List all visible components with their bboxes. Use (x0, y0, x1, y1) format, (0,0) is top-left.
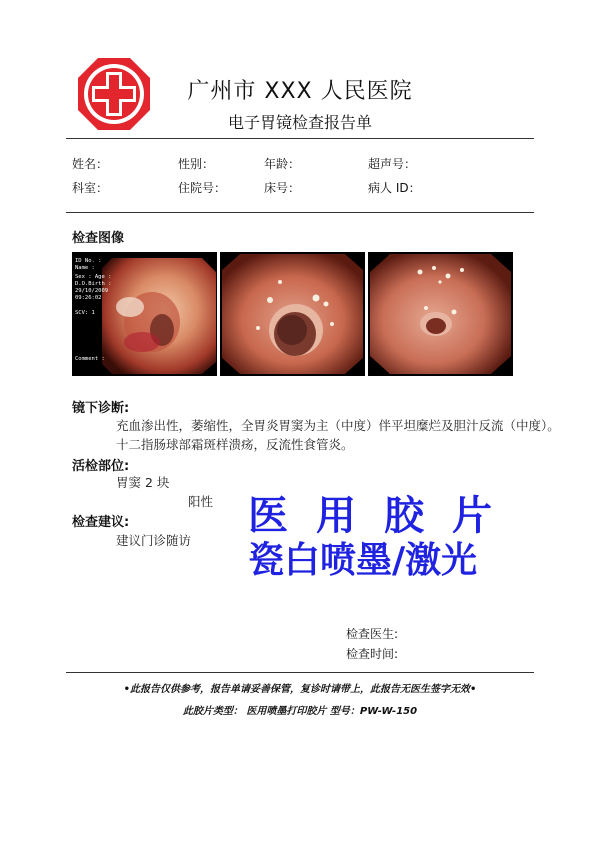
endoscopy-image-1 (72, 252, 217, 376)
diagnosis-line-2: 十二指肠球部霜斑样溃疡，反流性食管炎。 (116, 437, 354, 452)
footer-divider (66, 672, 534, 673)
image-overlay-line: 29/10/2009 (75, 288, 109, 294)
watermark-line-2: 瓷白喷墨/激光 (248, 540, 478, 581)
report-title: 电子胃镜检查报告单 (227, 113, 372, 132)
header-divider (66, 138, 534, 139)
film-type-note: 此胶片类型： 医用喷墨打印胶片 型号：PW-W-150 (182, 706, 418, 717)
image-overlay-line: ID No. : (75, 258, 102, 264)
gender-label: 性别： (178, 157, 215, 171)
patient-id-label: 病人 ID： (368, 181, 421, 195)
name-label: 姓名： (72, 157, 109, 171)
red-cross-logo (76, 56, 152, 132)
image-overlay-line: Comment : (75, 356, 105, 362)
info-divider (66, 212, 534, 213)
exam-time-label: 检查时间: (346, 647, 399, 661)
age-label: 年龄： (264, 157, 301, 171)
bed-no-label: 床号： (264, 181, 301, 195)
advice-text: 建议门诊随访 (116, 533, 192, 548)
image-overlay-line: Sex : Age : (75, 274, 112, 280)
doctor-label: 检查医生: (346, 627, 399, 641)
biopsy-site: 胃窦 2 块 (116, 475, 170, 490)
diagnosis-line-1: 充血渗出性，萎缩性，全胃炎胃窦为主（中度）伴平坦糜烂及胆汁反流（中度）。 (116, 418, 560, 433)
images-heading: 检查图像 (72, 231, 125, 246)
image-overlay-line: 09:26:02 (75, 295, 102, 301)
advice-heading: 检查建议: (72, 515, 130, 530)
footer-note: •此报告仅供参考，报告单请妥善保管，复诊时请带上，此报告无医生签字无效• (123, 684, 477, 695)
ultrasound-no-label: 超声号： (368, 157, 417, 171)
endoscopy-image-3 (368, 252, 513, 376)
hospital-name: 广州市 XXX 人民医院 (187, 79, 413, 104)
image-overlay-line: D.O.Birth : (75, 281, 112, 287)
biopsy-result: 阳性 (188, 494, 214, 509)
image-overlay-line: Name : (75, 265, 95, 271)
inpatient-no-label: 住院号： (178, 181, 227, 195)
department-label: 科室： (72, 181, 109, 195)
image-overlay-line: SCV: 1 (75, 310, 95, 316)
watermark-line-1: 医用胶片 (248, 493, 520, 539)
endoscopy-image-2 (220, 252, 365, 376)
biopsy-heading: 活检部位: (72, 459, 130, 474)
diagnosis-heading: 镜下诊断: (72, 401, 130, 416)
